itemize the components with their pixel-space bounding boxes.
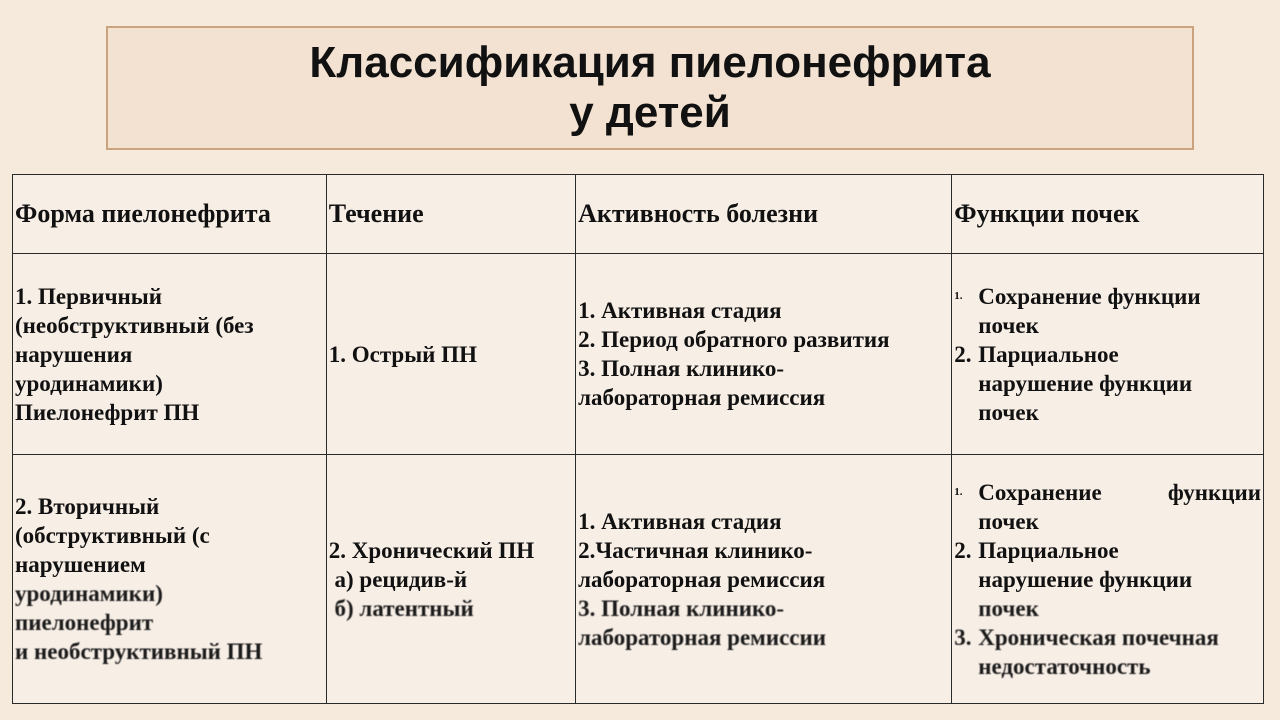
list-item	[954, 536, 1261, 623]
row1-kidney-line: почек	[978, 399, 1039, 425]
row2-kidney-line: недостаточность	[978, 653, 1151, 679]
row2-kidney-line: Хроническая почечная	[978, 624, 1219, 650]
row1-form-line: 1. Первичный	[15, 283, 162, 309]
row1-kidney-line: Парциальное	[978, 341, 1119, 367]
title-line-1: Классификация пиелонефрита	[309, 38, 991, 87]
row2-form-cell	[13, 455, 327, 704]
row2-activity-line: лабораторная ремиссия	[578, 566, 826, 592]
row2-kidney-line: Сохранение функции	[978, 479, 1261, 505]
row2-form-line: (обструктивный (с	[15, 523, 210, 548]
header-activity: Активность болезни	[576, 175, 952, 254]
table-row	[13, 455, 1264, 704]
row1-activity-line: 3. Полная клинико-	[578, 356, 785, 381]
row1-form-line: Пиелонефрит ПН	[15, 399, 200, 425]
row1-activity-cell	[576, 254, 952, 455]
row2-kidney-line: почек	[978, 595, 1039, 621]
table-header-row	[13, 175, 1264, 254]
header-form: Форма пиелонефрита	[13, 175, 327, 254]
row2-form-line: уродинамики)	[15, 581, 163, 606]
row2-kidney-cell	[952, 455, 1264, 704]
row1-kidney-list	[954, 282, 1261, 427]
row2-activity-line: 2.Частичная клинико-	[578, 537, 813, 563]
row2-form-line: нарушением	[15, 552, 146, 577]
row2-form-line: и необструктивный ПН	[15, 639, 263, 664]
row1-activity-line: 2. Период обратного развития	[578, 327, 890, 352]
title-line-2: у детей	[569, 88, 731, 137]
row2-activity-line: лабораторная ремиссии	[578, 624, 827, 650]
header-kidney-function: Функции почек	[952, 175, 1264, 254]
list-marker: 2.	[954, 341, 972, 367]
row1-kidney-line: Сохранение функции	[978, 283, 1201, 309]
row2-kidney-list	[954, 478, 1261, 681]
row2-activity-line: 3. Полная клинико-	[578, 595, 785, 621]
row2-course-line: б) латентный	[328, 595, 474, 621]
row2-course-line: а) рецидив-й	[328, 566, 468, 592]
list-marker: 3.	[954, 624, 972, 650]
list-item	[954, 478, 1261, 536]
row1-form-line: (необструктивный (без	[15, 312, 254, 338]
row2-kidney-line: почек	[978, 508, 1039, 534]
row1-form-cell	[13, 254, 327, 455]
row1-kidney-cell	[952, 254, 1264, 455]
row2-form-line: 2. Вторичный	[15, 494, 160, 519]
list-marker: 1.	[954, 289, 963, 302]
row1-course-cell	[326, 254, 575, 455]
row1-form-line: нарушения	[15, 341, 133, 367]
row2-kidney-line: нарушение функции	[978, 566, 1193, 592]
list-item	[954, 623, 1261, 681]
row1-activity-line: лабораторная ремиссия	[578, 385, 826, 410]
row2-form-line: пиелонефрит	[15, 610, 154, 635]
row2-kidney-line: Парциальное	[978, 537, 1119, 563]
list-marker: 2.	[954, 537, 972, 563]
list-marker: 1.	[954, 485, 963, 498]
row2-course-line: 2. Хронический ПН	[328, 537, 535, 563]
row2-activity-line: 1. Активная стадия	[578, 508, 782, 534]
row1-kidney-line: нарушение функции	[978, 370, 1193, 396]
list-item	[954, 340, 1261, 427]
row1-form-line: уродинамики)	[15, 370, 163, 396]
header-course: Течение	[326, 175, 575, 254]
row2-course-cell	[326, 455, 575, 704]
row1-course-text: 1. Острый ПН	[328, 341, 477, 367]
row1-kidney-line: почек	[978, 312, 1039, 338]
row1-activity-line: 1. Активная стадия	[578, 298, 782, 323]
classification-table	[12, 174, 1264, 704]
table-row	[13, 254, 1264, 455]
row2-activity-cell	[576, 455, 952, 704]
list-item	[954, 282, 1261, 340]
title-box	[106, 26, 1194, 150]
